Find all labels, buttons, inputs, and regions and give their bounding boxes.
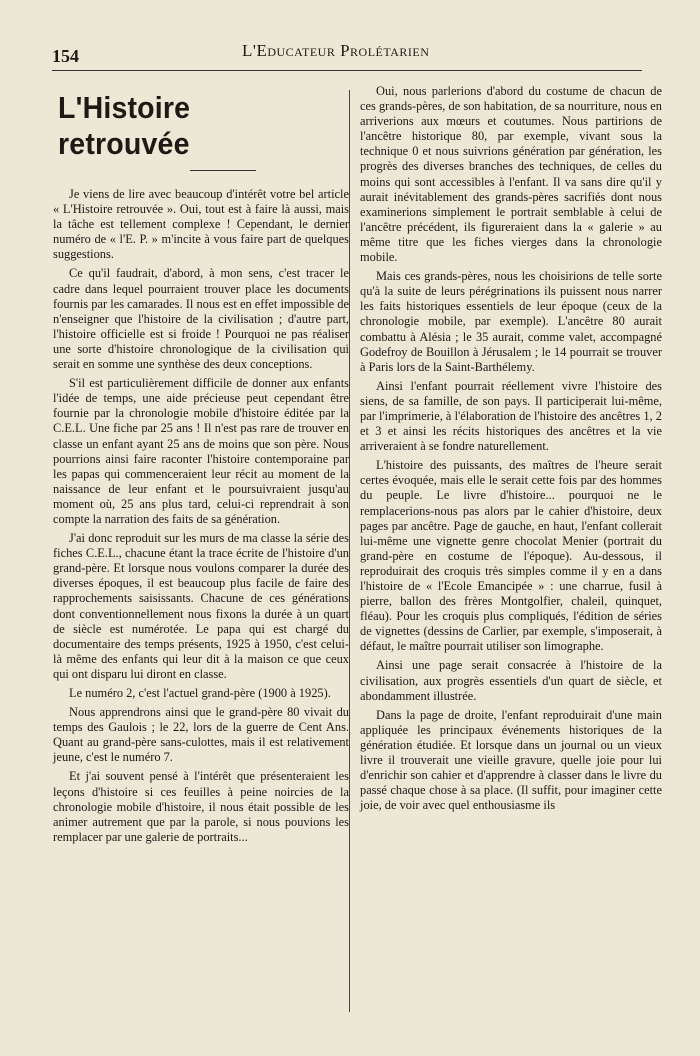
column-divider [349, 90, 350, 1012]
paragraph: Ainsi une page serait consacrée à l'histoire de la civilisation, aux progrès essentiels d'un quart de siècle, et abondamment illustrée. [360, 658, 662, 703]
page-header [52, 40, 642, 71]
journal-title: L'Educateur Prolétarien [242, 41, 430, 60]
paragraph: Oui, nous parlerions d'abord du costume de chacun de ces grands-pères, de son habitation, de sa nourriture, nous en arriverions aux mœurs et coutumes. Nous partirions de l'ancêtre historique 80, par exemple, vivant sous la technique 0 et nous suivrions génération par génération, les progrès des diverses branches des techniques, de celles du moins qui sont accessibles à l'enfant. Il va sans dire qu'il y aurait inévitablement des grands-pères sacrifiés dont nous examinerions simplement le portrait semblable à celui de l'ancêtre précédent, ils figureraient dans la « galerie » au même titre que les fiches vierges dans la chronologie mobile. [360, 84, 662, 265]
paragraph: Ainsi l'enfant pourrait réellement vivre l'histoire des siens, de sa famille, de son pays. Il participerait lui-même, par l'imprimerie, à l'élaboration de l'histoire des ancêtres 1, 2 et 3 et ainsi les récits historiques des ancêtres et la vie arriveraient à se fondre naturellement. [360, 378, 662, 454]
paragraph: Ce qu'il faudrait, d'abord, à mon sens, c'est tracer le cadre dans lequel pourraient trouver place les documents fournis par les camarades. Il nous est en effet impossible de n'enseigner que l'histoire de la civilisation ; d'autre part, l'histoire officielle est si froide ! Pourquoi ne pas réaliser une sorte d'histoire chronologique de la civilisation qui serait en somme une synthèse des deux conceptions. [53, 266, 349, 372]
paragraph: Le numéro 2, c'est l'actuel grand-père (1900 à 1925). [69, 686, 331, 700]
title-underline [190, 170, 256, 171]
paragraph: Mais ces grands-pères, nous les choisirions de telle sorte qu'à la suite de leurs pérégrinations ils puissent nous narrer les faits historiques essentiels de leur époque (ceux de la chronologie mobile, par exemple). L'ancêtre 80 aurait combattu à Alésia ; le 35 aurait, comme valet, accompagné Godefroy de Bouillon à Jérusalem ; le 14 pourrait se trouver à Paris lors de la Saint-Barthélemy. [360, 269, 662, 374]
right-column [360, 82, 662, 817]
article-title: L'Histoire retrouvée [58, 90, 191, 161]
paragraph: Et j'ai souvent pensé à l'intérêt que présenteraient les leçons d'histoire si ces feuilles à peine noircies de la chronologie mobile d'histoire, il nous était possible de les animer autrement que par la parole, si nous pouvions les remplacer par une galerie de portraits... [53, 769, 349, 844]
paragraph: L'histoire des puissants, des maîtres de l'heure serait certes évoquée, mais elle le serait cette fois par des hommes du peuple. Le livre d'histoire... pourquoi ne le remplacerions-nous pas alors par le cahier d'histoire, deux pages par ancêtre. Page de gauche, en haut, l'enfant collerait lui-même une vignette genre chocolat Menier (portrait du grand-père en costume de l'époque). Au-dessous, il reproduirait des croquis très simples comme il y en a dans l'histoire de « l'Ecole Emancipée » : une charrue, fusil à pierre, ballon des frères Montgolfier, chaleil, quinquet, fléau). Pour les croquis plus compliqués, l'édition de séries de vignettes (dessins de Carlier, par exemple, s'imposerait, à défaut, le maître pourrait utiliser son limographe. [360, 458, 662, 654]
paragraph: Nous apprendrons ainsi que le grand-père 80 vivait du temps des Gaulois ; le 22, lors de la guerre de Cent Ans. Quant au grand-père sans-culottes, mais il est relativement jeune, c'est le numéro 7. [53, 705, 349, 765]
paragraph: S'il est particulièrement difficile de donner aux enfants l'idée de temps, une aide précieuse peut cependant être fournie par la chronologie mobile d'histoire éditée par la C.E.L. Une fiche par 25 ans ! Il n'est pas rare de trouver en classe un enfant ayant 25 ans de moins que son père. Nous pourrions ainsi faire raconter l'histoire contemporaine par les papas qui commenceraient leur récit au moment de la naissance de leur enfant et le poursuivraient jusqu'au moment où, 25 ans plus tard, celui-ci reprendrait à son compte la narration des faits de sa génération. [53, 376, 349, 526]
paragraph: Je viens de lire avec beaucoup d'intérêt votre bel article « L'Histoire retrouvée ». Oui, tout est à faire là aussi, mais la tâche est tellement complexe ! Cependant, le dernier numéro de « l'E. P. » m'incite à vous faire part de quelques suggestions. [53, 187, 349, 262]
paragraph: J'ai donc reproduit sur les murs de ma classe la série des fiches C.E.L., chacune étant la trace écrite de l'histoire d'un grand-père. Et lorsque nous voulons comparer la durée des diverses époques, il est beaucoup plus facile de faire des rapprochements saisissants. Chacune de ces générations dont conventionnellement nous fixons la durée à un quart de siècle est numérotée. Le papa qui est chargé du documentaire des temps présents, 1925 à 1950, c'est celui-là même des enfants qui leur dit à la maison ce que ceux qui ont disparu lui diront en classe. [53, 531, 349, 681]
left-column [53, 82, 349, 849]
paragraph: Dans la page de droite, l'enfant reproduirait d'une main appliquée les principaux événements historiques de la génération étudiée. Et lorsque dans un journal ou un vieux livre il trouverait une vieille gravure, quelle joie pour lui d'enrichir son cahier et d'apprendre à classer dans le livre du passé chaque chose à sa place. (Il suffit, pour imaginer cette joie, de voir avec quel enthousiasme ils [360, 707, 662, 813]
page-number: 154 [52, 46, 79, 66]
